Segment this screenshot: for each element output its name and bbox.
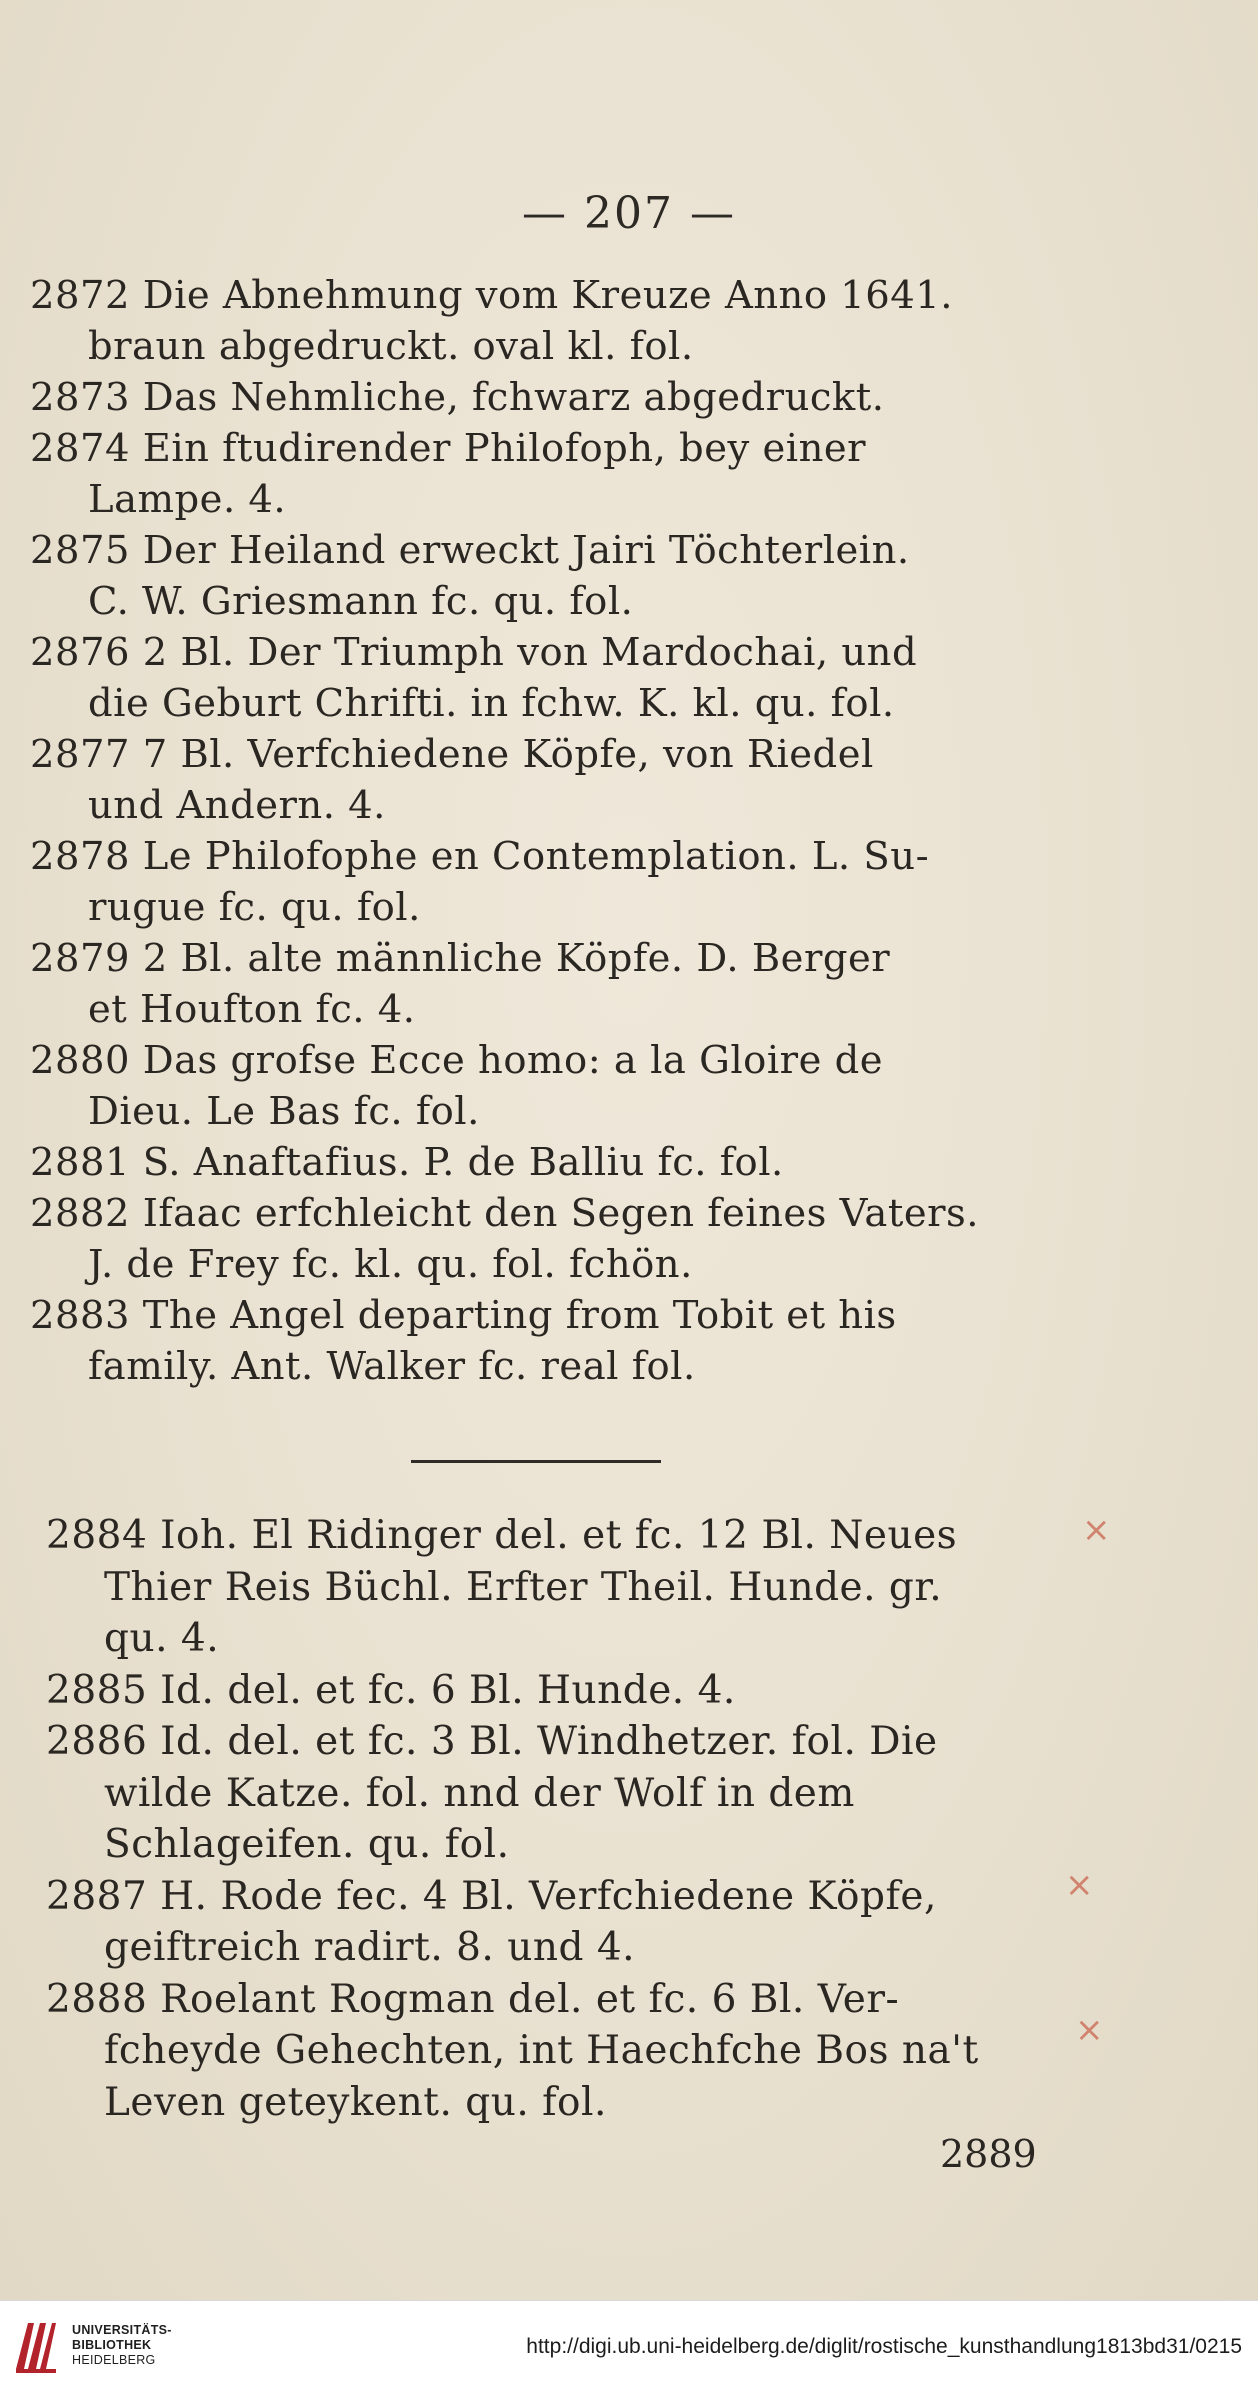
catalog-entry [30, 372, 1040, 423]
catalog-entry [30, 525, 1040, 627]
catalog-entry [30, 729, 1040, 831]
entry-line: 2875 Der Heiland erweckt Jairi Töchterlein. [30, 528, 910, 573]
entry-line: 2880 Das grofse Ecce homo: a la Gloire de [30, 1038, 884, 1083]
margin-mark-icon: × [1065, 1865, 1094, 1905]
entry-line: wilde Katze. fol. nnd der Wolf in dem [104, 1770, 855, 1816]
catalog-entry [46, 1510, 1056, 1665]
catalog-entries-section-1 [30, 270, 1040, 1392]
library-name [72, 2323, 172, 2368]
entry-line: und Andern. 4. [88, 783, 386, 828]
entry-line: 2885 Id. del. et fc. 6 Bl. Hunde. 4. [46, 1667, 736, 1713]
entry-line: 2874 Ein ftudirender Philofoph, bey einer [30, 426, 867, 471]
catalog-entry [30, 933, 1040, 1035]
catalog-entry [46, 1974, 1056, 2129]
page-number-header: — 207 — [522, 188, 736, 239]
entry-line: 2882 Ifaac erfchleicht den Segen feines Vaters. [30, 1191, 980, 1236]
catalog-entry [46, 1665, 1056, 1717]
margin-mark-icon: × [1075, 2010, 1104, 2050]
catalog-entry [30, 423, 1040, 525]
catalog-entry [30, 1290, 1040, 1392]
entry-line: 2876 2 Bl. Der Triumph von Mardochai, und [30, 630, 918, 675]
entry-line: 2888 Roelant Rogman del. et fc. 6 Bl. Ver- [46, 1976, 900, 2022]
catalog-entry [30, 831, 1040, 933]
margin-mark-icon: × [1082, 1510, 1111, 1550]
catalog-entry [46, 1716, 1056, 1871]
entry-line: die Geburt Chrifti. in fchw. K. kl. qu. fol. [88, 681, 895, 726]
entry-line: 2881 S. Anaftafius. P. de Balliu fc. fol. [30, 1140, 784, 1185]
source-url-link[interactable]: http://digi.ub.uni-heidelberg.de/diglit/rostische_kunsthandlung1813bd31/0215 [526, 2335, 1242, 2358]
catalog-entry [30, 627, 1040, 729]
entry-line: 2878 Le Philofophe en Contemplation. L. Su- [30, 834, 930, 879]
entry-line: 2877 7 Bl. Verfchiedene Köpfe, von Riedel [30, 732, 874, 777]
footer-bar [0, 2300, 1258, 2391]
entry-line: 2873 Das Nehmliche, fchwarz abgedruckt. [30, 375, 885, 420]
section-divider [411, 1460, 661, 1463]
library-name-line: HEIDELBERG [72, 2353, 156, 2367]
entry-line: Dieu. Le Bas fc. fol. [88, 1089, 480, 1134]
university-library-logo-icon [14, 2319, 58, 2373]
entry-line: Leven geteykent. qu. fol. [104, 2079, 607, 2125]
entry-line: geiftreich radirt. 8. und 4. [104, 1925, 636, 1970]
catalog-entry [46, 1871, 1056, 1974]
entry-line: C. W. Griesmann fc. qu. fol. [88, 579, 634, 624]
entry-line: Schlageifen. qu. fol. [104, 1822, 510, 1867]
entry-line: 2884 Ioh. El Ridinger del. et fc. 12 Bl. Neues [46, 1513, 958, 1558]
catchword: 2889 [940, 2132, 1037, 2176]
entry-line: 2886 Id. del. et fc. 3 Bl. Windhetzer. fol. Die [46, 1719, 938, 1764]
entry-line: 2879 2 Bl. alte männliche Köpfe. D. Berger [30, 936, 891, 981]
entry-line: et Houfton fc. 4. [88, 987, 416, 1032]
entry-line: Thier Reis Büchl. Erfter Theil. Hunde. gr. [104, 1564, 943, 1610]
entry-line: J. de Frey fc. kl. qu. fol. fchön. [88, 1242, 693, 1287]
entry-line: 2883 The Angel departing from Tobit et his [30, 1293, 897, 1338]
library-name-line: UNIVERSITÄTS- [72, 2323, 172, 2337]
catalog-entries-section-2 [46, 1510, 1056, 2128]
entry-line: Lampe. 4. [88, 477, 287, 522]
entry-line: fcheyde Gehechten, int Haechfche Bos na't [104, 2028, 979, 2073]
entry-line: family. Ant. Walker fc. real fol. [88, 1344, 696, 1389]
entry-line: 2872 Die Abnehmung vom Kreuze Anno 1641. [30, 273, 953, 318]
entry-line: 2887 H. Rode fec. 4 Bl. Verfchiedene Köpfe, [46, 1873, 937, 1919]
entry-line: qu. 4. [104, 1616, 220, 1661]
catalog-entry [30, 1137, 1040, 1188]
entry-line: rugue fc. qu. fol. [88, 885, 421, 930]
catalog-entry [30, 270, 1040, 372]
library-name-line: BIBLIOTHEK [72, 2338, 152, 2352]
catalog-entry [30, 1188, 1040, 1290]
entry-line: braun abgedruckt. oval kl. fol. [88, 324, 694, 369]
catalog-entry [30, 1035, 1040, 1137]
